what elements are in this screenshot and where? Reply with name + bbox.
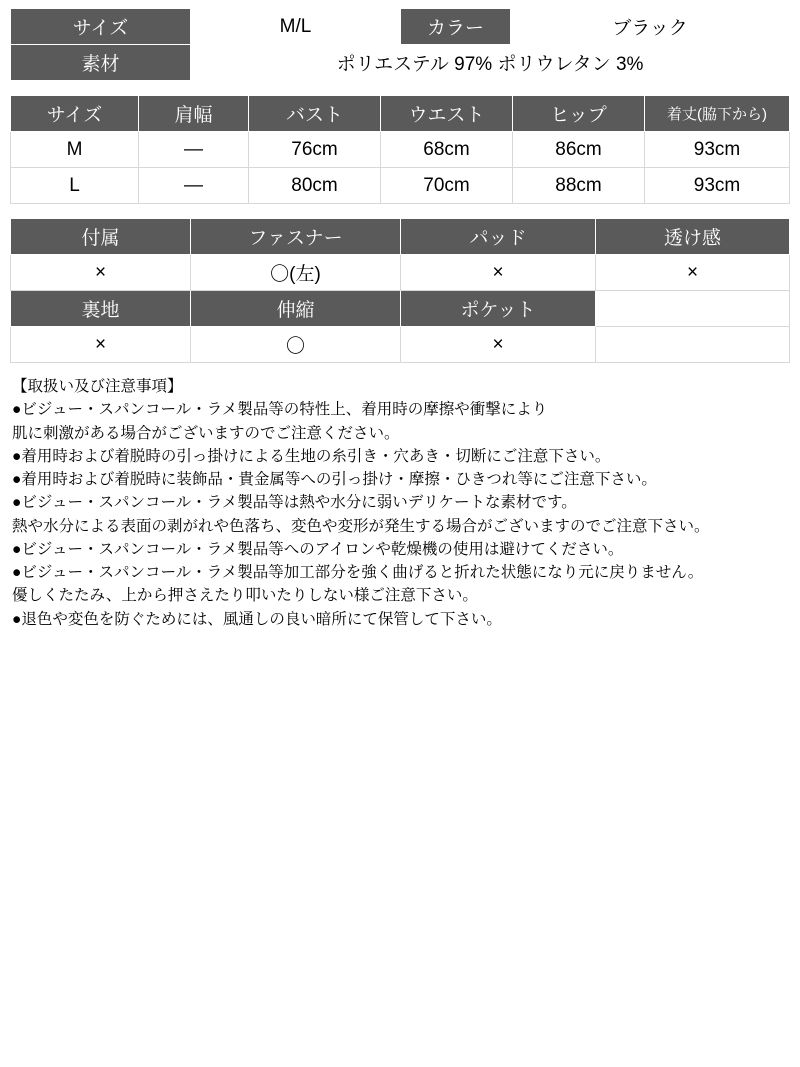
notes-line: ●退色や変色を防ぐためには、風通しの良い暗所にて保管して下さい。 bbox=[12, 610, 502, 628]
size-row-l-waist: 70cm bbox=[381, 168, 513, 204]
notes-line: ●着用時および着脱時に装飾品・貴金属等への引っ掛け・摩擦・ひきつれ等にご注意下さい。 bbox=[12, 471, 657, 488]
size-row-m-bust: 76cm bbox=[249, 132, 381, 168]
handling-notes bbox=[10, 375, 790, 631]
notes-line: ●ビジュー・スパンコール・ラメ製品等加工部分を強く曲げると折れた状態になり元に戻りません。 bbox=[12, 564, 704, 581]
spec-value-color: ブラック bbox=[511, 9, 790, 45]
feature-header-sheerness: 透け感 bbox=[596, 219, 790, 255]
notes-line: 熱や水分による表面の剥がれや色落ち、変色や変形が発生する場合がございますのでご注意下さい。 bbox=[12, 517, 710, 535]
table-row bbox=[11, 255, 790, 291]
feature-header-lining: 裏地 bbox=[11, 291, 191, 327]
notes-line: ●ビジュー・スパンコール・ラメ製品等の特性上、着用時の摩擦や衝撃により bbox=[12, 401, 548, 419]
feature-value-lining: × bbox=[11, 327, 191, 363]
feature-value-pocket: × bbox=[401, 327, 596, 363]
size-row-l-shoulder: — bbox=[139, 168, 249, 204]
table-row bbox=[11, 45, 790, 81]
size-col-header-hip: ヒップ bbox=[513, 96, 645, 132]
feature-header-accessory: 付属 bbox=[11, 219, 191, 255]
size-row-m-length: 93cm bbox=[645, 132, 790, 168]
size-col-header-size: サイズ bbox=[11, 96, 139, 132]
size-row-m-waist: 68cm bbox=[381, 132, 513, 168]
table-row bbox=[11, 96, 790, 132]
feature-empty-cell bbox=[596, 327, 790, 363]
feature-header-stretch: 伸縮 bbox=[191, 291, 401, 327]
size-col-header-shoulder: 肩幅 bbox=[139, 96, 249, 132]
size-row-m-label: M bbox=[11, 132, 139, 168]
notes-line: ●ビジュー・スパンコール・ラメ製品等へのアイロンや乾燥機の使用は避けてください。 bbox=[12, 540, 624, 558]
feature-value-pad: × bbox=[401, 255, 596, 291]
notes-line: 肌に刺激がある場合がございますのでご注意ください。 bbox=[12, 424, 400, 442]
table-row bbox=[11, 168, 790, 204]
table-row bbox=[11, 327, 790, 363]
feature-empty-cell bbox=[596, 291, 790, 327]
feature-value-sheerness: × bbox=[596, 255, 790, 291]
feature-value-stretch: 〇 bbox=[191, 327, 401, 363]
size-row-l-length: 93cm bbox=[645, 168, 790, 204]
feature-header-pad: パッド bbox=[401, 219, 596, 255]
table-row bbox=[11, 132, 790, 168]
notes-title: 【取扱い及び注意事項】 bbox=[12, 378, 183, 395]
notes-line: ●着用時および着脱時の引っ掛けによる生地の糸引き・穴あき・切断にご注意下さい。 bbox=[12, 447, 611, 465]
size-col-header-bust: バスト bbox=[249, 96, 381, 132]
feature-header-pocket: ポケット bbox=[401, 291, 596, 327]
feature-value-accessory: × bbox=[11, 255, 191, 291]
spec-value-material: ポリエステル 97% ポリウレタン 3% bbox=[191, 45, 790, 81]
table-row bbox=[11, 9, 790, 45]
feature-header-zipper: ファスナー bbox=[191, 219, 401, 255]
size-row-m-hip: 86cm bbox=[513, 132, 645, 168]
size-row-m-shoulder: — bbox=[139, 132, 249, 168]
spec-header-material: 素材 bbox=[11, 45, 191, 81]
size-row-l-bust: 80cm bbox=[249, 168, 381, 204]
table-row bbox=[11, 291, 790, 327]
feature-table bbox=[10, 218, 790, 363]
spec-value-size: M/L bbox=[191, 9, 401, 45]
size-row-l-hip: 88cm bbox=[513, 168, 645, 204]
spec-header-color: カラー bbox=[401, 9, 511, 45]
size-col-header-length: 着丈(脇下から) bbox=[645, 96, 790, 132]
spec-header-size: サイズ bbox=[11, 9, 191, 45]
table-row bbox=[11, 219, 790, 255]
feature-value-zipper: 〇(左) bbox=[191, 255, 401, 291]
size-row-l-label: L bbox=[11, 168, 139, 204]
notes-line: 優しくたたみ、上から押さえたり叩いたりしない様ご注意下さい。 bbox=[12, 587, 478, 605]
size-chart-table bbox=[10, 95, 790, 204]
notes-line: ●ビジュー・スパンコール・ラメ製品等は熱や水分に弱いデリケートな素材です。 bbox=[12, 494, 577, 512]
material-spec-table bbox=[10, 8, 790, 81]
size-col-header-waist: ウエスト bbox=[381, 96, 513, 132]
